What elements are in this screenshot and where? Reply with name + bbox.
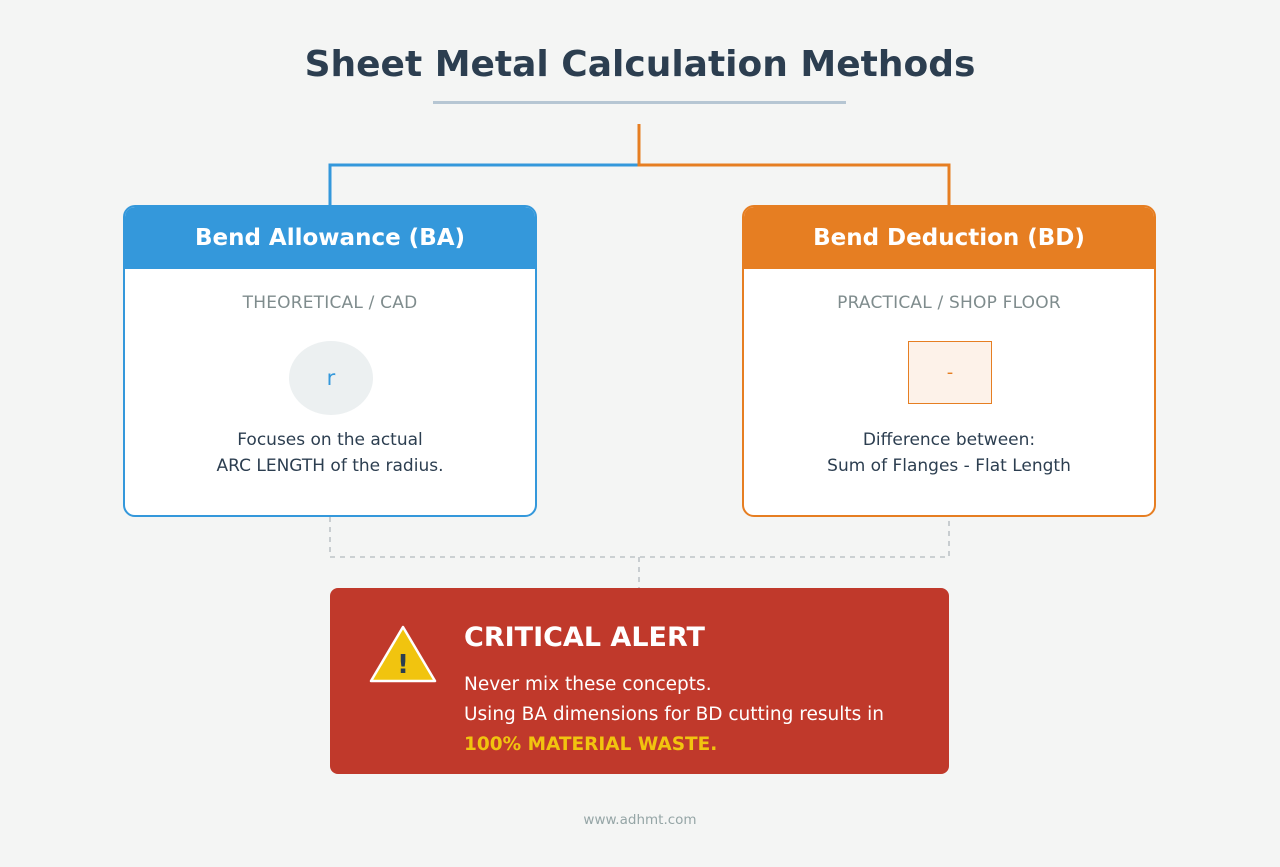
connector-blue: [330, 165, 639, 206]
alert-line-1: Never mix these concepts.: [464, 674, 712, 695]
minus-icon-symbol: -: [946, 362, 954, 383]
bend-deduction-card: [742, 205, 1156, 517]
connector-orange: [639, 124, 949, 206]
page-title: Sheet Metal Calculation Methods: [304, 44, 976, 85]
bend-allowance-subtitle: THEORETICAL / CAD: [242, 293, 418, 313]
warning-triangle-icon: [368, 624, 438, 686]
bend-deduction-description: [744, 427, 1154, 479]
bend-allowance-description: [125, 427, 535, 479]
warning-exclamation: !: [397, 650, 409, 680]
bend-allowance-card: [123, 205, 537, 517]
bend-allowance-header: Bend Allowance (BA): [125, 207, 535, 269]
alert-line-2: Using BA dimensions for BD cutting results in: [464, 704, 884, 725]
minus-icon: [908, 341, 992, 404]
bend-deduction-desc-line2: Sum of Flanges - Flat Length: [827, 456, 1071, 476]
radius-icon-symbol: r: [326, 366, 336, 390]
radius-icon: [289, 341, 373, 415]
bend-allowance-desc-line1: Focuses on the actual: [237, 430, 423, 450]
bend-deduction-subtitle: PRACTICAL / SHOP FLOOR: [837, 293, 1061, 313]
alert-highlight: 100% MATERIAL WASTE.: [464, 734, 718, 755]
critical-alert-box: [330, 588, 949, 774]
bend-deduction-header: Bend Deduction (BD): [744, 207, 1154, 269]
footer-url: www.adhmt.com: [583, 812, 697, 828]
bend-allowance-desc-line2: ARC LENGTH of the radius.: [216, 456, 444, 476]
alert-title: CRITICAL ALERT: [464, 622, 705, 653]
connector-dashed: [330, 517, 949, 588]
bend-deduction-desc-line1: Difference between:: [862, 430, 1036, 450]
